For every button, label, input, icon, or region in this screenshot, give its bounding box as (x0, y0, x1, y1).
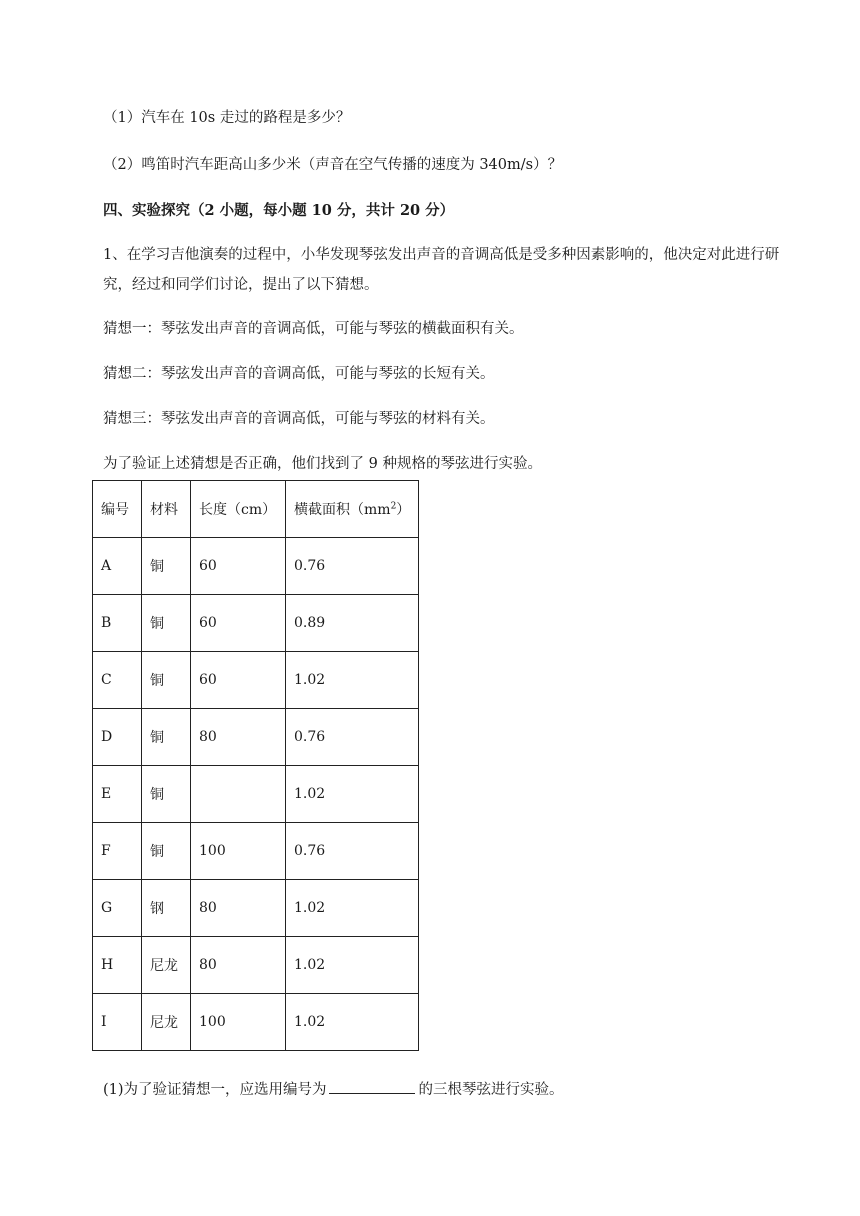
cell-material: 铜 (142, 538, 191, 595)
cell-length: 80 (191, 880, 286, 937)
subquestion-1-tail: 的三根琴弦进行实验。 (418, 1082, 564, 1098)
string-spec-table (92, 480, 419, 1051)
cell-material: 钢 (142, 880, 191, 937)
cell-area: 1.02 (286, 937, 419, 994)
table-row (93, 994, 419, 1051)
cell-area: 1.02 (286, 766, 419, 823)
cell-id: B (93, 595, 142, 652)
cell-area: 0.89 (286, 595, 419, 652)
cell-length: 60 (191, 538, 286, 595)
cell-material: 铜 (142, 595, 191, 652)
cell-id: H (93, 937, 142, 994)
cell-material: 铜 (142, 652, 191, 709)
cell-id: G (93, 880, 142, 937)
header-area-close: ） (396, 502, 411, 518)
cell-id: C (93, 652, 142, 709)
cell-area: 1.02 (286, 880, 419, 937)
cell-area: 0.76 (286, 823, 419, 880)
cell-length: 60 (191, 595, 286, 652)
header-area (286, 481, 419, 538)
cell-material: 尼龙 (142, 994, 191, 1051)
problem-intro: 1、在学习吉他演奏的过程中，小华发现琴弦发出声音的音调高低是受多种因素影响的，他决定对此进行研究，经过和同学们讨论，提出了以下猜想。 (103, 247, 780, 293)
table-row (93, 709, 419, 766)
question-2: （2）鸣笛时汽车距高山多少米（声音在空气传播的速度为 340m/s）？ (103, 157, 563, 173)
table-row (93, 937, 419, 994)
header-material: 材料 (142, 481, 191, 538)
cell-area: 1.02 (286, 994, 419, 1051)
table-intro: 为了验证上述猜想是否正确，他们找到了 9 种规格的琴弦进行实验。 (103, 456, 542, 472)
guess-one: 猜想一：琴弦发出声音的音调高低，可能与琴弦的横截面积有关。 (103, 321, 524, 337)
cell-id: F (93, 823, 142, 880)
cell-material: 铜 (142, 766, 191, 823)
table-row (93, 595, 419, 652)
answer-blank[interactable] (329, 1079, 415, 1094)
cell-length: 100 (191, 823, 286, 880)
cell-id: I (93, 994, 142, 1051)
cell-length: 60 (191, 652, 286, 709)
table-row (93, 538, 419, 595)
table-row (93, 652, 419, 709)
question-1: （1）汽车在 10s 走过的路程是多少？ (103, 110, 351, 126)
cell-length (191, 766, 286, 823)
table-row (93, 880, 419, 937)
cell-id: E (93, 766, 142, 823)
cell-length: 100 (191, 994, 286, 1051)
header-length: 长度（cm） (191, 481, 286, 538)
cell-material: 铜 (142, 709, 191, 766)
guess-two: 猜想二：琴弦发出声音的音调高低，可能与琴弦的长短有关。 (103, 366, 495, 382)
header-area-sup: 2 (390, 501, 397, 512)
table-row (93, 766, 419, 823)
cell-id: D (93, 709, 142, 766)
cell-material: 尼龙 (142, 937, 191, 994)
header-area-text: 横截面积（mm (294, 502, 391, 518)
cell-material: 铜 (142, 823, 191, 880)
subquestion-1-text: (1)为了验证猜想一，应选用编号为 (103, 1082, 327, 1098)
cell-area: 0.76 (286, 709, 419, 766)
header-id: 编号 (93, 481, 142, 538)
table-header-row (93, 481, 419, 538)
table-row (93, 823, 419, 880)
cell-area: 0.76 (286, 538, 419, 595)
guess-three: 猜想三：琴弦发出声音的音调高低，可能与琴弦的材料有关。 (103, 411, 495, 427)
cell-length: 80 (191, 937, 286, 994)
subquestion-1 (103, 1079, 564, 1101)
cell-id: A (93, 538, 142, 595)
cell-length: 80 (191, 709, 286, 766)
cell-area: 1.02 (286, 652, 419, 709)
section-heading: 四、实验探究（2 小题，每小题 10 分，共计 20 分） (103, 202, 455, 219)
